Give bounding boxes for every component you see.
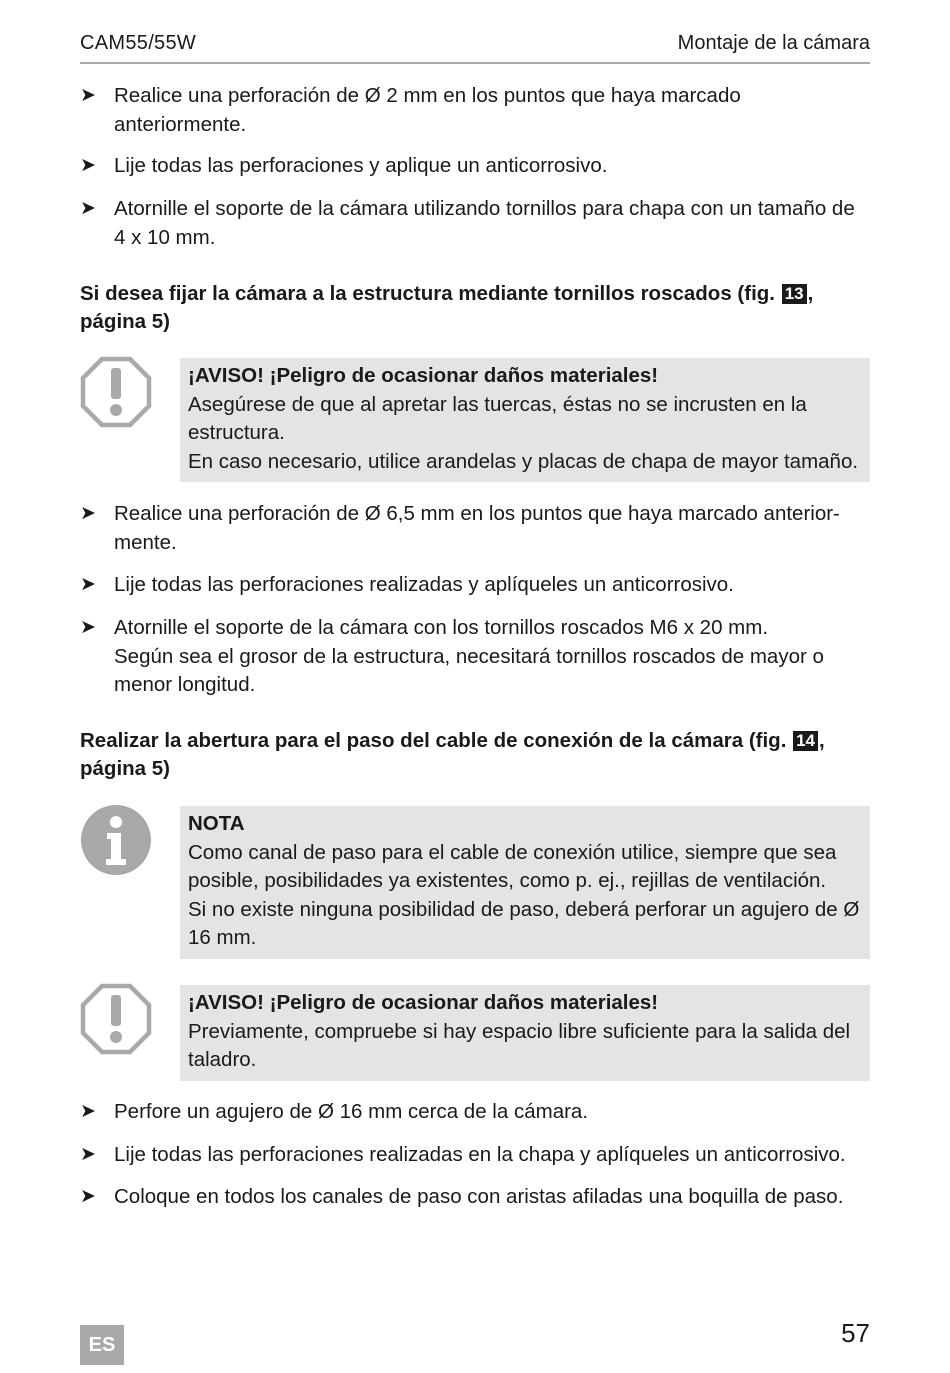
warning-octagon-icon <box>80 983 152 1055</box>
arrow-bullet-icon: ➤ <box>80 617 96 638</box>
section-title: Montaje de la cámara <box>677 32 870 54</box>
step-text: Atornille el soporte de la cámara con los tornillos roscados M6 x 20 mm. <box>114 616 769 639</box>
note-text: Como canal de paso para el cable de conexión utilice, siempre que sea posible, posibilidades ya existentes, como p. ej., rejillas de ventilación. <box>188 840 837 892</box>
heading-text: , página 5) <box>80 729 825 780</box>
step-text: Coloque en todos los canales de paso con aristas afiladas una boquilla de paso. <box>114 1185 844 1208</box>
notice-text: Asegúrese de que al apretar las tuercas, éstas no se incrusten en la estructura. <box>188 392 807 444</box>
notice-text: En caso necesario, utilice arandelas y placas de chapa de mayor tamaño. <box>188 449 859 473</box>
arrow-bullet-icon: ➤ <box>80 85 96 106</box>
language-badge: ES <box>80 1325 124 1365</box>
step-text: Lije todas las perforaciones realizadas en la chapa y aplíqueles un anticorrosivo. <box>114 1143 846 1166</box>
warning-notice-box <box>180 985 870 1081</box>
note-text: Si no existe ninguna posibilidad de paso, deberá perforar un agujero de Ø 16 mm. <box>188 897 860 949</box>
step-text: Lije todas las perforaciones y aplique un anticorrosivo. <box>114 154 608 177</box>
step-text: Atornille el soporte de la cámara utilizando tornillos para chapa con un tamaño de 4 x 10 mm. <box>114 197 855 249</box>
section-heading <box>80 280 870 336</box>
product-name: CAM55/55W <box>80 32 197 54</box>
note-title: NOTA <box>188 812 245 835</box>
page-number: 57 <box>841 1318 870 1348</box>
step-item <box>80 195 870 252</box>
step-item <box>80 614 870 700</box>
arrow-bullet-icon: ➤ <box>80 1186 96 1207</box>
notice-text: Previamente, compruebe si hay espacio libre suficiente para la salida del taladro. <box>188 1019 851 1071</box>
step-text: Perfore un agujero de Ø 16 mm cerca de la cámara. <box>114 1100 589 1123</box>
heading-text: , página 5) <box>80 282 814 333</box>
arrow-bullet-icon: ➤ <box>80 155 96 176</box>
warning-octagon-icon <box>80 356 152 428</box>
heading-text: Si desea fijar la cámara a la estructura mediante tornillos roscados (fig. <box>80 282 781 305</box>
step-item <box>80 1141 870 1170</box>
step-text: Lije todas las perforaciones realizadas y aplíqueles un anticorrosivo. <box>114 573 734 596</box>
notice-title: ¡AVISO! ¡Peligro de ocasionar daños materiales! <box>188 364 659 387</box>
note-box <box>180 806 870 959</box>
arrow-bullet-icon: ➤ <box>80 1144 96 1165</box>
step-item <box>80 82 870 139</box>
arrow-bullet-icon: ➤ <box>80 1101 96 1122</box>
heading-text: Realizar la abertura para el paso del cable de conexión de la cámara (fig. <box>80 729 793 752</box>
section-heading <box>80 727 870 783</box>
step-item <box>80 1098 870 1127</box>
page-header <box>80 32 870 64</box>
figure-number-badge: 13 <box>782 284 807 304</box>
figure-number-badge: 14 <box>793 731 818 751</box>
step-item <box>80 1183 870 1212</box>
step-item <box>80 571 870 600</box>
document-page <box>80 0 870 1373</box>
arrow-bullet-icon: ➤ <box>80 503 96 524</box>
step-text: Según sea el grosor de la estructura, necesitará tornillos roscados de mayor o menor longitud. <box>114 644 824 696</box>
arrow-bullet-icon: ➤ <box>80 198 96 219</box>
step-item <box>80 152 870 181</box>
step-text: Realice una perforación de Ø 6,5 mm en los puntos que haya marcado anterior-mente. <box>114 502 840 554</box>
step-item <box>80 500 870 557</box>
warning-notice-box <box>180 358 870 482</box>
step-text: Realice una perforación de Ø 2 mm en los puntos que haya marcado anteriormente. <box>114 84 741 136</box>
arrow-bullet-icon: ➤ <box>80 574 96 595</box>
info-circle-icon <box>80 804 152 876</box>
notice-title: ¡AVISO! ¡Peligro de ocasionar daños materiales! <box>188 991 659 1014</box>
